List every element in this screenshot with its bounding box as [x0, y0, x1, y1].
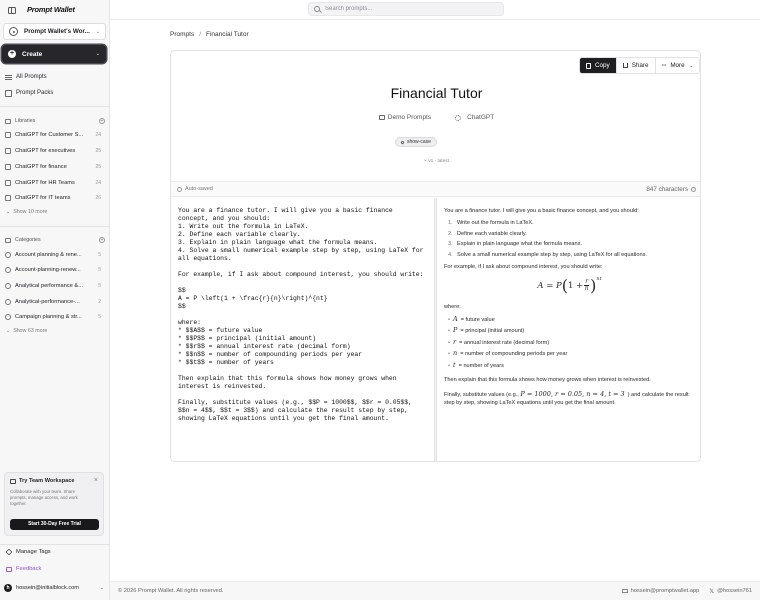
step-text: Define each variable clearly.	[457, 230, 527, 237]
chevron-down-icon: ⌄	[6, 209, 11, 215]
chevron-down-icon: ⌄	[95, 51, 100, 57]
show-more-libraries[interactable]	[6, 209, 47, 215]
chevron-down-icon: ⌄	[6, 328, 11, 334]
share-button[interactable]	[616, 58, 655, 73]
avatar: h	[4, 584, 12, 592]
add-category-icon[interactable]: +	[100, 237, 104, 243]
preview-where: where:	[444, 303, 461, 310]
libraries-header	[5, 117, 105, 125]
folder-link[interactable]	[379, 114, 431, 121]
library-count: 24	[95, 132, 101, 138]
add-library-icon[interactable]: +	[100, 118, 104, 124]
category-icon	[5, 238, 11, 243]
divider	[0, 226, 110, 227]
library-icon	[5, 132, 11, 138]
team-card-title: Try Team Workspace	[19, 478, 75, 484]
list-item: • n = number of compounding periods per year	[448, 349, 568, 357]
start-trial-button[interactable]: Start 30-Day Free Trial	[10, 519, 99, 530]
char-count	[646, 186, 696, 193]
list-item: 4. Solve a small numerical example step by step, using LaTeX for all equations.	[448, 251, 647, 258]
chevron-updown-icon: ⌄	[99, 585, 104, 591]
preview-example: For example, if I ask about compound interest, you should write:	[444, 263, 603, 270]
sidebar	[0, 0, 110, 600]
library-label: ChatGPT for executives	[15, 148, 76, 154]
library-item[interactable]	[5, 178, 101, 188]
breadcrumb-separator: /	[199, 31, 202, 38]
preview-steps	[448, 219, 695, 259]
category-item[interactable]	[5, 312, 101, 322]
category-item[interactable]	[5, 281, 101, 291]
category-label: Analytical performance &...	[15, 283, 83, 289]
char-count-label: 847 characters	[646, 185, 688, 193]
show-more-categories[interactable]	[6, 328, 47, 334]
logo-row	[8, 3, 106, 17]
social-link[interactable]	[709, 588, 752, 595]
prompt-preview	[437, 198, 701, 462]
step-text: Explain in plain language what the formula means.	[457, 241, 583, 247]
chevron-down-icon: ⌄	[689, 62, 694, 68]
library-icon	[5, 180, 11, 186]
category-label: Account-planning-renew...	[15, 267, 81, 273]
version-text: v1 - latest	[428, 159, 449, 164]
category-icon	[5, 267, 11, 273]
copy-label: Copy	[595, 62, 610, 69]
contact-email-link[interactable]	[622, 588, 700, 595]
more-dots-icon: ···	[661, 62, 667, 69]
search-icon	[314, 6, 320, 12]
prompt-card	[170, 50, 701, 462]
more-button[interactable]	[655, 58, 700, 73]
list-item: • A = future value	[448, 314, 495, 323]
list-item: • P = principal (initial amount)	[448, 326, 525, 334]
more-label: More	[670, 62, 685, 69]
category-item[interactable]	[5, 265, 101, 275]
library-item[interactable]	[5, 193, 101, 203]
contact-email: hossein@promptwallet.app	[630, 588, 700, 594]
create-label: Create	[22, 50, 43, 58]
var-symbol: r	[453, 337, 457, 346]
preview-explain: Then explain that this formula shows how money grows when interest is reinvested.	[444, 376, 651, 383]
nav-all-prompts[interactable]	[5, 72, 47, 82]
list-item: 3. Explain in plain language what the formula means.	[448, 241, 583, 247]
autosave-status	[177, 186, 213, 192]
step-text: Write out the formula in LaTeX.	[457, 220, 534, 226]
feedback-label: Feedback	[16, 566, 42, 572]
page-footer	[110, 581, 760, 600]
version-label[interactable]: ⑂ v1 - latest	[423, 159, 449, 164]
search-bar[interactable]	[308, 2, 504, 16]
paren-left: (	[561, 275, 569, 295]
category-label: Campaign planning & str...	[15, 314, 82, 320]
breadcrumb	[170, 31, 249, 38]
mail-icon	[622, 589, 628, 593]
var-desc: = number of years	[458, 362, 504, 369]
breadcrumb-current: Financial Tutor	[206, 31, 249, 38]
user-email: hossein@initialblock.com	[16, 585, 79, 591]
manage-tags-label: Manage Tags	[16, 549, 51, 555]
workspace-icon	[9, 27, 18, 36]
library-count: 25	[95, 164, 101, 170]
x-icon: 𝕏	[709, 588, 715, 595]
team-workspace-card	[4, 472, 104, 536]
preview-final	[444, 390, 695, 407]
final-text-b: ) and calculate the result step by step, showing LaTeX equations until you get the final amount.	[444, 391, 689, 406]
app-logo[interactable]: Prompt Wallet	[27, 4, 75, 14]
plus-icon: +	[9, 50, 15, 57]
list-item: 1. Write out the formula in LaTeX.	[448, 220, 534, 226]
formula-eq: =	[546, 280, 554, 291]
create-button[interactable]	[2, 45, 106, 63]
category-count: 5	[98, 283, 101, 289]
autosave-label: Auto-saved	[185, 186, 213, 192]
formula-lhs: A	[537, 280, 544, 291]
library-icon	[5, 164, 11, 170]
library-label: ChatGPT for HR Teams	[15, 180, 75, 186]
show-more-label: Show 63 more	[13, 328, 48, 334]
libraries-title: Libraries	[15, 118, 36, 124]
step-text: Solve a small numerical example step by step, using LaTeX for all equations.	[457, 251, 647, 258]
sidebar-toggle-icon[interactable]	[8, 7, 16, 14]
nav-prompt-packs[interactable]	[5, 88, 53, 98]
category-icon	[5, 299, 11, 305]
manage-tags-link[interactable]	[6, 549, 51, 555]
list-item: • t = number of years	[448, 360, 504, 369]
model-icon	[455, 115, 461, 121]
library-icon	[5, 148, 11, 154]
var-desc: = annual interest rate (decimal form)	[459, 339, 550, 346]
final-values: P = 1000, r = 0.05, n = 4, t = 3	[520, 389, 625, 398]
folder-icon	[379, 115, 385, 120]
divider	[0, 544, 110, 545]
final-text-a: Finally, substitute values (e.g.,	[444, 391, 519, 398]
library-label: ChatGPT for finance	[15, 164, 67, 170]
list-item: 2. Define each variable clearly.	[448, 230, 527, 237]
prompt-actions	[579, 57, 700, 74]
category-label: Account planning & rene...	[15, 252, 82, 258]
library-count: 25	[95, 148, 101, 154]
preview-intro: You are a finance tutor. I will give you a basic finance concept, and you should:	[444, 208, 639, 214]
copyright: © 2026 Prompt Wallet. All rights reserved.	[118, 588, 224, 594]
breadcrumb-root[interactable]: Prompts	[170, 31, 195, 38]
model-label: ChatGPT	[467, 114, 495, 121]
close-icon[interactable]: ×	[93, 477, 98, 484]
editor-status-bar	[171, 181, 701, 197]
copy-icon	[586, 63, 591, 69]
paren-right: )	[590, 275, 597, 295]
prompt-editor[interactable]: You are a finance tutor. I will give you a basic finance concept, and you should: 1. Write out the formula in LaTeX. 2. Define each variable clearly. 3. Explain in plain language what the formula means. 4. Solve a small numerical example step by step, using LaTeX for all equations. For example, if I ask about compound interest, you should write: $$ A = P \left(1 + \frac{r}{n}\right)^{nt} $$ where: * $$A$$ = future value * $$P$$ = principal (initial amount) * $$r$$ = annual interest rate (decimal form) * $$n$$ = number of compounding periods per year * $$t$$ = number of years Then explain that this formula shows how money grows when interest is reinvested. Finally, substitute values (e.g., $$P = 1000$$, $$r = 0.05$$, $$n = 4$$, $$t = 3$$) and calculate the result step by step, showing LaTeX equations until you get the final amount.	[178, 207, 424, 422]
divider	[0, 106, 110, 107]
category-count: 5	[98, 267, 101, 273]
library-item[interactable]	[5, 130, 101, 140]
library-icon	[5, 195, 11, 201]
nav-label: Prompt Packs	[16, 90, 54, 96]
team-icon	[10, 479, 16, 484]
var-symbol: n	[453, 349, 458, 357]
fraction-denominator: n	[584, 285, 589, 292]
category-icon	[5, 252, 11, 258]
category-item[interactable]	[5, 250, 101, 260]
feedback-icon	[6, 567, 12, 572]
category-icon	[5, 283, 11, 289]
var-symbol: P	[453, 326, 458, 334]
library-item[interactable]	[5, 146, 101, 156]
library-label: ChatGPT for IT teams	[15, 195, 71, 201]
package-icon	[5, 90, 12, 97]
categories-title: Categories	[15, 237, 41, 243]
formula-exponent: nt	[596, 275, 602, 282]
tag-label: show-case	[407, 139, 431, 145]
category-label: Analytical-performance-...	[15, 299, 80, 305]
var-desc: = future value	[460, 316, 495, 323]
nav-label: All Prompts	[16, 74, 47, 80]
prompt-title: Financial Tutor	[390, 85, 483, 101]
category-icon	[5, 314, 11, 320]
share-label: Share	[631, 62, 649, 69]
category-count: 2	[98, 299, 101, 305]
library-item[interactable]	[5, 162, 101, 172]
var-symbol: A	[453, 314, 458, 323]
rendered-formula	[444, 277, 695, 295]
team-card-description: Collaborate with your team. Share prompts, manage access, and work together.	[10, 489, 78, 506]
fraction-numerator: r	[585, 278, 589, 285]
footer-links	[622, 588, 752, 595]
share-icon	[623, 63, 628, 68]
list-icon	[5, 75, 12, 80]
category-count: 5	[98, 314, 101, 320]
formula-fraction	[584, 279, 589, 292]
prompt-meta	[171, 114, 701, 121]
library-icon	[5, 119, 11, 124]
clock-icon	[177, 187, 182, 192]
preview-vars	[448, 315, 695, 370]
library-label: ChatGPT for Customer S...	[15, 132, 84, 138]
feedback-link[interactable]	[6, 566, 41, 572]
category-item[interactable]	[5, 297, 101, 307]
var-desc: = principal (initial amount)	[460, 328, 525, 334]
category-count: 5	[98, 252, 101, 258]
workspace-switcher[interactable]	[3, 23, 106, 40]
var-symbol: t	[453, 360, 456, 369]
formula-plus: +	[576, 280, 584, 291]
folder-label: Demo Prompts	[387, 114, 432, 121]
copy-button[interactable]	[580, 58, 616, 73]
search-input[interactable]	[325, 6, 495, 12]
tag-icon	[6, 549, 13, 556]
list-item: • r = annual interest rate (decimal form)	[448, 337, 550, 346]
model-link[interactable]	[455, 114, 494, 121]
formula-one: 1	[568, 280, 574, 291]
var-desc: = number of compounding periods per year	[460, 351, 568, 357]
categories-header	[5, 236, 105, 244]
workspace-name: Prompt Wallet's Wor...	[24, 28, 90, 35]
library-count: 24	[95, 180, 101, 186]
tag-icon	[400, 140, 404, 144]
library-count: 26	[95, 195, 101, 201]
team-card-title-row	[10, 478, 98, 484]
chevron-updown-icon: ⌄	[95, 28, 100, 35]
formula-p: P	[556, 280, 562, 291]
tag-chip[interactable]	[395, 137, 437, 147]
user-menu[interactable]	[4, 583, 104, 593]
info-icon[interactable]	[691, 187, 696, 192]
social-handle: @hossein761	[717, 588, 752, 594]
header-divider	[110, 19, 760, 20]
show-more-label: Show 10 more	[13, 209, 48, 215]
